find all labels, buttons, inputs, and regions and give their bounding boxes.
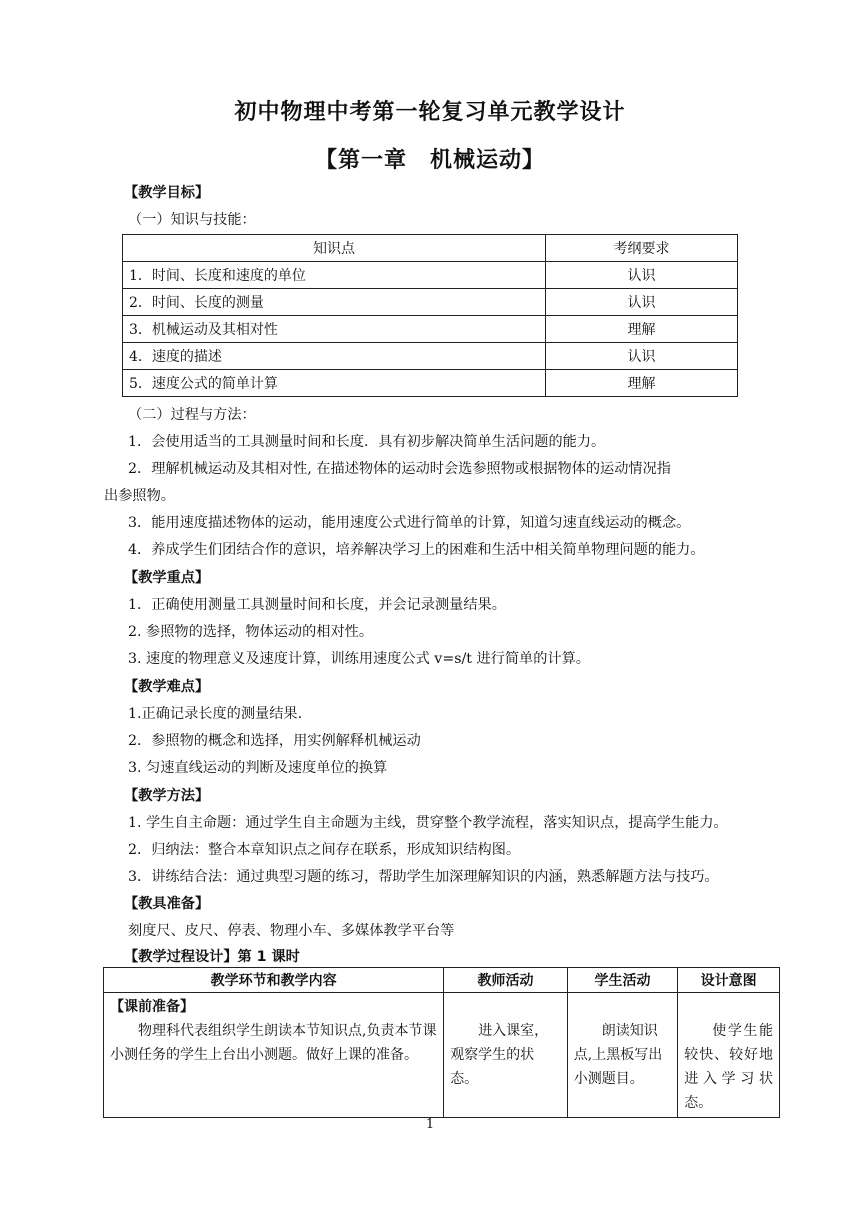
key-point-item: 1．正确使用测量工具测量时间和长度，并会记录测量结果。 xyxy=(128,597,506,613)
design-intent: 使学生能较快、较好地进入学习状态。 xyxy=(684,1023,773,1111)
key-points-heading: 【教学重点】 xyxy=(124,570,210,586)
key-point-item: 2. 参照物的选择，物体运动的相对性。 xyxy=(128,624,374,640)
table-cell: 1．时间、长度和速度的单位 xyxy=(123,262,546,289)
goals-sub2: （二）过程与方法： xyxy=(128,407,256,423)
table-row xyxy=(123,343,738,370)
process-table xyxy=(103,967,780,1118)
process-item: 3．能用速度描述物体的运动，能用速度公式进行简单的计算，知道匀速直线运动的概念。 xyxy=(128,515,691,531)
table-header-row xyxy=(104,968,780,993)
table-cell: 理解 xyxy=(546,370,738,397)
table-header: 考纲要求 xyxy=(546,235,738,262)
method-item: 3．讲练结合法：通过典型习题的练习，帮助学生加深理解知识的内涵，熟悉解题方法与技巧。 xyxy=(128,869,719,885)
process-item: 4．养成学生们团结合作的意识，培养解决学习上的困难和生活中相关简单物理问题的能力。 xyxy=(128,542,705,558)
goals-heading: 【教学目标】 xyxy=(124,185,210,201)
process-design-heading: 【教学过程设计】第 1 课时 xyxy=(124,949,300,965)
table-header: 教师活动 xyxy=(444,968,568,993)
table-cell xyxy=(678,993,780,1118)
table-header: 知识点 xyxy=(123,235,546,262)
process-item: 出参照物。 xyxy=(104,488,175,504)
table-row xyxy=(123,262,738,289)
chapter-title: 【第一章 机械运动】 xyxy=(314,148,545,173)
table-cell: 认识 xyxy=(546,262,738,289)
table-cell: 2．时间、长度的测量 xyxy=(123,289,546,316)
table-cell: 认识 xyxy=(546,289,738,316)
method-item: 1. 学生自主命题：通过学生自主命题为主线，贯穿整个教学流程，落实知识点，提高学生能力。 xyxy=(128,815,728,831)
knowledge-table xyxy=(122,234,738,397)
section-content: 物理科代表组织学生朗读本节知识点,负责本节课小测任务的学生上台出小测题。做好上课的准备。 xyxy=(110,1023,437,1063)
table-cell xyxy=(104,993,444,1118)
table-row xyxy=(104,993,780,1118)
table-cell xyxy=(444,993,568,1118)
table-cell: 3．机械运动及其相对性 xyxy=(123,316,546,343)
table-header: 教学环节和教学内容 xyxy=(104,968,444,993)
page-number: 1 xyxy=(425,1117,435,1132)
table-header: 学生活动 xyxy=(567,968,677,993)
section-label: 【课前准备】 xyxy=(110,999,194,1015)
difficulty-item: 2．参照物的概念和选择，用实例解释机械运动 xyxy=(128,733,421,749)
document-title: 初中物理中考第一轮复习单元教学设计 xyxy=(234,100,626,125)
tools-text: 刻度尺、皮尺、停表、物理小车、多媒体教学平台等 xyxy=(128,923,455,939)
method-item: 2．归纳法：整合本章知识点之间存在联系，形成知识结构图。 xyxy=(128,842,521,858)
table-header: 设计意图 xyxy=(678,968,780,993)
table-row xyxy=(123,370,738,397)
table-cell: 理解 xyxy=(546,316,738,343)
goals-sub1: （一）知识与技能： xyxy=(128,212,256,228)
difficulty-item: 1.正确记录长度的测量结果. xyxy=(128,706,303,722)
table-row xyxy=(123,316,738,343)
student-activity: 朗读知识点,上黑板写出小测题目。 xyxy=(573,1023,663,1087)
process-item: 1．会使用适当的工具测量时间和长度．具有初步解决简单生活问题的能力。 xyxy=(128,434,606,450)
table-header-row xyxy=(123,235,738,262)
tools-heading: 【教具准备】 xyxy=(124,896,210,912)
key-point-item: 3. 速度的物理意义及速度计算，训练用速度公式 v=s/t 进行简单的计算。 xyxy=(128,651,590,667)
process-item: 2．理解机械运动及其相对性, 在描述物体的运动时会选参照物或根据物体的运动情况指 xyxy=(128,461,671,477)
difficulties-heading: 【教学难点】 xyxy=(124,679,210,695)
table-cell xyxy=(567,993,677,1118)
table-row xyxy=(123,289,738,316)
table-cell: 4．速度的描述 xyxy=(123,343,546,370)
methods-heading: 【教学方法】 xyxy=(124,788,210,804)
table-cell: 认识 xyxy=(546,343,738,370)
table-cell: 5．速度公式的简单计算 xyxy=(123,370,546,397)
teacher-activity: 进入课室，观察学生的状态。 xyxy=(450,1023,549,1087)
difficulty-item: 3. 匀速直线运动的判断及速度单位的换算 xyxy=(128,760,388,776)
